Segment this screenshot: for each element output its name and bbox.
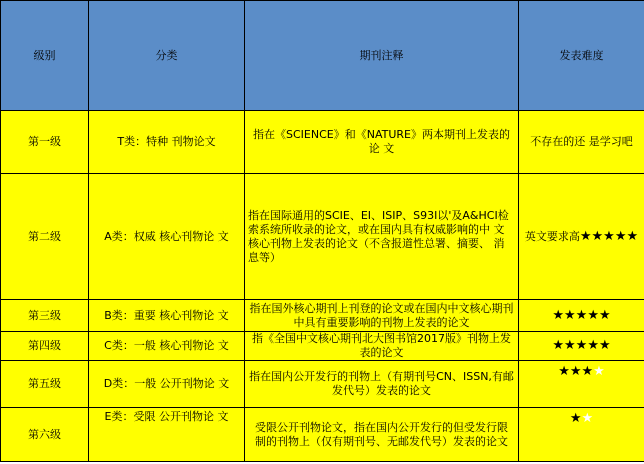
- level-cell: 第四级: [1, 332, 89, 361]
- table-row: [1, 300, 644, 332]
- note-cell: 指《全国中文核心期刊北大图书馆2017版》刊物上发表的论文: [245, 332, 519, 361]
- difficulty-stars: [558, 365, 605, 378]
- level-cell: 第三级: [1, 300, 89, 332]
- note-cell: 指在国际通用的SCIE、EI、ISIP、S93I以'及A&HCI检索系统所收录的论文，或在国内具有权威影响的中 文核心刊物上发表的论文（不含报道性总署、摘要、 消息等）: [245, 174, 519, 300]
- difficulty-cell: [519, 361, 644, 408]
- table-row: [1, 361, 644, 408]
- table-row: [1, 332, 644, 361]
- star-full-icon: ★: [564, 338, 576, 353]
- header-row: [1, 1, 644, 111]
- star-full-icon: ★: [575, 338, 588, 353]
- star-full-icon: ★: [558, 364, 570, 379]
- star-full-icon: ★: [564, 307, 576, 323]
- level-cell: 第二级: [1, 174, 89, 300]
- star-empty-icon: ★: [593, 364, 605, 379]
- star-full-icon: ★: [581, 364, 594, 379]
- category-cell: D类：一般 公开刊物论 文: [89, 361, 245, 408]
- table-row: [1, 111, 644, 174]
- note-cell: 指在《SCIENCE》和《NATURE》两本期刊上发表的论 文: [245, 111, 519, 174]
- category-cell: E类：受限 公开刊物论 文: [89, 408, 245, 462]
- star-full-icon: ★: [626, 228, 639, 244]
- star-full-icon: ★: [603, 228, 615, 244]
- difficulty-stars: [570, 412, 593, 425]
- difficulty-cell: [519, 300, 644, 332]
- level-cell: 第五级: [1, 361, 89, 408]
- level-cell: 第一级: [1, 111, 89, 174]
- star-full-icon: ★: [614, 228, 627, 244]
- difficulty-text: 英文要求高: [524, 229, 580, 243]
- category-cell: T类：特种 刊物论文: [89, 111, 245, 174]
- category-cell: C类：一般 核心刊物论 文: [89, 332, 245, 361]
- difficulty-stars: [552, 309, 610, 322]
- header-note: 期刊注释: [245, 1, 519, 111]
- star-full-icon: ★: [552, 307, 565, 323]
- star-full-icon: ★: [587, 338, 599, 353]
- difficulty-cell: [519, 111, 644, 174]
- star-full-icon: ★: [598, 307, 611, 323]
- difficulty-cell: [519, 174, 644, 300]
- note-cell: 受限公开刊物论文，指在国内公开发行的但受发行限 制的刊物上（仅有期刊号、无邮发代号）发表的论文: [245, 408, 519, 462]
- difficulty-cell: [519, 332, 644, 361]
- category-cell: A类：权威 核心刊物论 文: [89, 174, 245, 300]
- star-full-icon: ★: [587, 307, 599, 323]
- difficulty-cell: [519, 408, 644, 462]
- header-level: 级别: [1, 1, 89, 111]
- star-empty-icon: ★: [581, 411, 594, 426]
- difficulty-text: 不存在的还 是学习吧: [530, 135, 633, 148]
- star-full-icon: ★: [569, 364, 582, 379]
- header-category: 分类: [89, 1, 245, 111]
- star-full-icon: ★: [552, 338, 565, 353]
- level-cell: 第六级: [1, 408, 89, 462]
- category-cell: B类：重要 核心刊物论 文: [89, 300, 245, 332]
- star-full-icon: ★: [579, 228, 592, 244]
- difficulty-stars: [580, 230, 638, 243]
- header-difficulty: 发表难度: [519, 1, 644, 111]
- table-row: [1, 174, 644, 300]
- star-full-icon: ★: [598, 338, 611, 353]
- star-full-icon: ★: [575, 307, 588, 323]
- note-cell: 指在国内公开发行的刊物上（有期刊号CN、ISSN,有邮发代号）发表的论文: [245, 361, 519, 408]
- star-full-icon: ★: [591, 228, 604, 244]
- note-cell: 指在国外核心期刊上刊登的论文或在国内中文核心期刊中具有重要影响的刊物上发表的论文: [245, 300, 519, 332]
- star-full-icon: ★: [569, 411, 582, 426]
- table-row: [1, 408, 644, 462]
- difficulty-stars: [552, 339, 610, 352]
